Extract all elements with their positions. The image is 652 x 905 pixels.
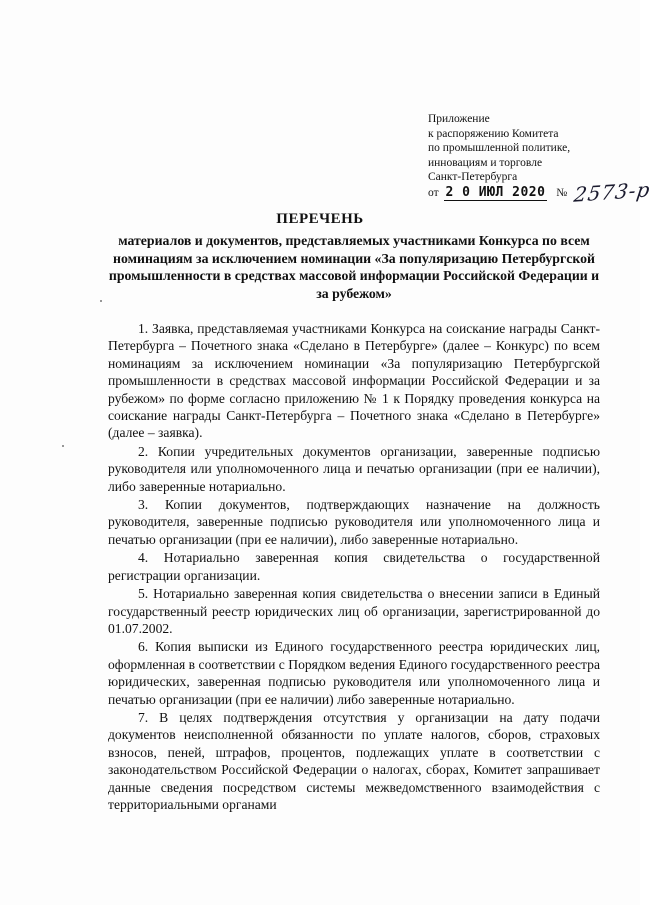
list-item: 1. Заявка, представляемая участниками Конкурса на соискание награды Санкт-Петербурга – Почетного знака «Сделано в Петербурге» (далее – Конкурс) по всем номинациям за исключением номинации «За популяризацию Петербургской промышленности в средствах массовой информации Российской Федерации и за рубежом» по форме согласно приложению № 1 к Порядку проведения конкурса на соискание награды Санкт-Петербурга – Почетного знака «Сделано в Петербурге» (далее – заявка). bbox=[108, 321, 600, 441]
list-item: 4. Нотариально заверенная копия свидетельства о государственной регистрации организации. bbox=[108, 550, 600, 583]
header-line: инновациям и торговле bbox=[428, 156, 543, 169]
list-item: 5. Нотариально заверенная копия свидетельства о внесении записи в Единый государственный реестр юридических лиц об организации, зарегистрированной до 01.07.2002. bbox=[108, 586, 600, 636]
order-number-handwritten: 2573-р bbox=[572, 176, 652, 207]
header-line: Приложение bbox=[428, 113, 490, 125]
list-item: 2. Копии учредительных документов организации, заверенные подписью руководителя или уполномоченного лица и печатью организации (при ее наличии), либо заверенные нотариально. bbox=[108, 443, 600, 494]
document-body bbox=[108, 320, 600, 814]
order-date-stamp: 2 0 ИЮЛ 2020 bbox=[445, 184, 546, 200]
document-title: ПЕРЕЧЕНЬ bbox=[276, 211, 364, 227]
header-line: к распоряжению Комитета bbox=[428, 127, 559, 140]
appendix-header bbox=[428, 112, 652, 207]
list-item: 6. Копия выписки из Единого государственного реестра юридических лиц, оформленная в соответствии с Порядком ведения Единого государственного реестра юридических, заверенная подписью руководителя или уполномоченного лица и печатью организации (при ее наличии) либо заверенные нотариально. bbox=[108, 639, 600, 707]
header-line: Санкт-Петербурга bbox=[428, 171, 518, 183]
list-item: 7. В целях подтверждения отсутствия у организации на дату подачи документов неисполненной обязанности по уплате налогов, сборов, страховых взносов, пеней, штрафов, процентов, подлежащих уплате в соответствии с законодательством Российской Федерации о налогах, сборах, Комитет запрашивает данные сведения посредством системы межведомственного взаимодействия с территориальными органами bbox=[108, 709, 600, 812]
document-subtitle: материалов и документов, представляемых участниками Конкурса по всем номинациям за исключением номинации «За популяризацию Петербургской промышленности в средствах массовой информации Российской Федерации и за рубежом» bbox=[108, 233, 600, 301]
order-number-sign: № bbox=[556, 186, 568, 199]
scan-speck bbox=[100, 300, 102, 302]
order-prefix: от bbox=[428, 186, 439, 199]
list-item: 3. Копии документов, подтверждающих назначение на должность руководителя, заверенные подписью руководителя или уполномоченного лица и печатью организации (при ее наличии), либо заверенные нотариально. bbox=[108, 497, 600, 547]
header-line: по промышленной политике, bbox=[428, 142, 571, 154]
scan-speck bbox=[62, 445, 64, 447]
